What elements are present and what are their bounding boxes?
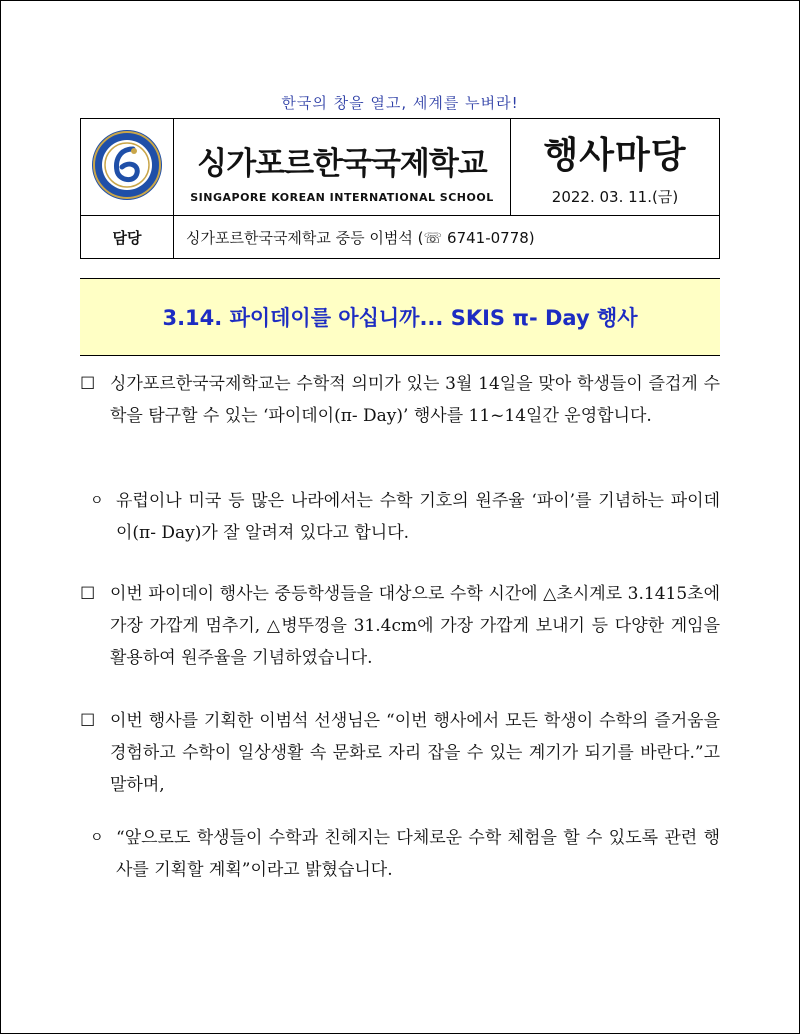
event-section-title: 행사마당 — [543, 135, 687, 176]
checkbox-bullet-icon: ☐ — [80, 711, 96, 731]
school-slogan: 한국의 창을 열고, 세계를 누벼라! — [281, 94, 519, 112]
event-cell — [511, 119, 720, 216]
checkbox-bullet-icon: ☐ — [80, 374, 96, 394]
header-table — [80, 118, 720, 259]
article-title: 3.14. 파이데이를 아십니까... SKIS π- Day 행사 — [80, 278, 720, 356]
paragraph-1-sub — [90, 485, 720, 549]
paragraph-2-text: 이번 파이데이 행사는 중등학생들을 대상으로 수학 시간에 △초시계로 3.1415초에 가장 가깝게 멈추기, △병뚜껑을 31.4cm에 가장 가깝게 보내기 등 다양한 게임을 활용하여 원주율을 기념하였습니다. — [110, 584, 720, 668]
paragraph-3-sub — [90, 822, 720, 886]
school-name-english: SINGAPORE KOREAN INTERNATIONAL SCHOOL — [190, 191, 494, 204]
school-name-korean: 싱가포르한국국제학교 — [197, 146, 487, 182]
paragraph-1 — [80, 368, 720, 432]
event-date: 2022. 03. 11.(금) — [551, 188, 679, 206]
school-logo-icon — [89, 127, 165, 203]
paragraph-2 — [80, 578, 720, 674]
paragraph-3-text: 이번 행사를 기획한 이범석 선생님은 “이번 행사에서 모든 학생이 수학의 즐거움을 경험하고 수학이 일상생활 속 문화로 자리 잡을 수 있는 계기가 되기를 바란다.”고 말하며, — [110, 711, 720, 795]
circle-bullet-icon: ㅇ — [90, 830, 104, 846]
school-name-cell — [174, 119, 511, 216]
paragraph-1-text: 싱가포르한국국제학교는 수학적 의미가 있는 3월 14일을 맞아 학생들이 즐겁게 수학을 탐구할 수 있는 ‘파이데이(π- Day)’ 행사를 11~14일간 운영합니다. — [110, 374, 720, 426]
circle-bullet-icon: ㅇ — [90, 493, 104, 509]
contact-label: 담당 — [81, 216, 174, 259]
paragraph-1-sub-text: 유럽이나 미국 등 많은 나라에서는 수학 기호의 원주율 ‘파이’를 기념하는 파이데이(π- Day)가 잘 알려져 있다고 합니다. — [116, 491, 720, 543]
contact-value: 싱가포르한국국제학교 중등 이범석 (☏ 6741-0778) — [174, 216, 720, 259]
logo-cell — [81, 119, 174, 216]
paragraph-3-sub-text: “앞으로도 학생들이 수학과 친헤지는 다체로운 수학 체험을 할 수 있도록 관련 행사를 기획할 계획”이라고 밝혔습니다. — [116, 828, 720, 880]
checkbox-bullet-icon: ☐ — [80, 584, 96, 604]
paragraph-3 — [80, 705, 720, 801]
